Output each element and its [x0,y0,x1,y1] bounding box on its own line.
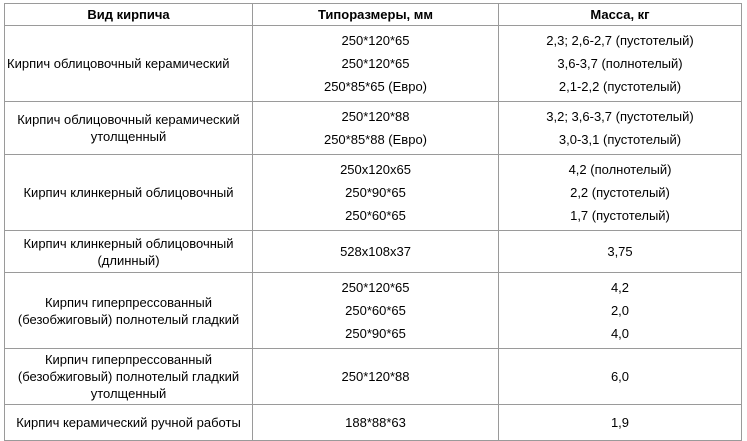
mass-value: 1,7 (пустотелый) [570,208,670,223]
size-cell [253,231,499,273]
mass-value: 4,0 [610,326,630,341]
size-value: 250x120x65 [340,162,411,177]
size-value: 250*85*88 (Евро) [323,132,428,147]
size-cell [253,155,499,231]
mass-value: 1,9 [610,415,630,430]
mass-cell [499,273,742,349]
mass-cell [499,405,742,441]
header-type: Вид кирпича [5,4,253,26]
mass-cell [499,155,742,231]
mass-value: 2,0 [610,303,630,318]
table-row [5,26,742,102]
size-value: 250*120*65 [341,280,410,295]
table-header [5,4,742,26]
mass-value: 3,0-3,1 (пустотелый) [558,132,682,147]
table-row [5,231,742,273]
size-value: 250*120*88 [341,109,410,124]
brick-type-cell: Кирпич облицовочный керамический [5,26,253,102]
table-row [5,155,742,231]
mass-cell [499,349,742,405]
size-cell [253,405,499,441]
size-cell [253,273,499,349]
size-value: 250*90*65 [345,326,406,341]
size-value: 250*120*65 [341,56,410,71]
size-value: 528x108x37 [340,244,411,259]
brick-type-cell: Кирпич облицовочный керамический утолщенный [5,102,253,155]
header-mass: Масса, кг [499,4,742,26]
header-size: Типоразмеры, мм [253,4,499,26]
table-body [5,26,742,441]
size-value: 250*60*65 [345,303,406,318]
table-row [5,273,742,349]
size-value: 250*90*65 [345,185,406,200]
header-row [5,4,742,26]
mass-value: 2,1-2,2 (пустотелый) [558,79,682,94]
brick-table [4,3,742,441]
table-row [5,405,742,441]
size-cell [253,26,499,102]
mass-value: 3,2; 3,6-3,7 (пустотелый) [546,109,694,124]
table-row [5,102,742,155]
mass-cell [499,231,742,273]
brick-type-cell: Кирпич гиперпрессованный (безобжиговый) полнотелый гладкий утолщенный [5,349,253,405]
size-cell [253,349,499,405]
size-cell [253,102,499,155]
mass-value: 2,3; 2,6-2,7 (пустотелый) [546,33,694,48]
table-row [5,349,742,405]
mass-value: 3,6-3,7 (полнотелый) [557,56,683,71]
size-value: 250*120*88 [341,369,410,384]
mass-value: 6,0 [610,369,630,384]
mass-value: 2,2 (пустотелый) [570,185,670,200]
mass-value: 4,2 (полнотелый) [568,162,672,177]
mass-cell [499,102,742,155]
mass-value: 4,2 [610,280,630,295]
mass-value: 3,75 [607,244,633,259]
brick-type-cell: Кирпич клинкерный облицовочный [5,155,253,231]
size-value: 188*88*63 [345,415,406,430]
size-value: 250*60*65 [345,208,406,223]
brick-type-cell: Кирпич клинкерный облицовочный (длинный) [5,231,253,273]
brick-type-cell: Кирпич гиперпрессованный (безобжиговый) полнотелый гладкий [5,273,253,349]
size-value: 250*85*65 (Евро) [323,79,428,94]
brick-type-cell: Кирпич керамический ручной работы [5,405,253,441]
size-value: 250*120*65 [341,33,410,48]
mass-cell [499,26,742,102]
